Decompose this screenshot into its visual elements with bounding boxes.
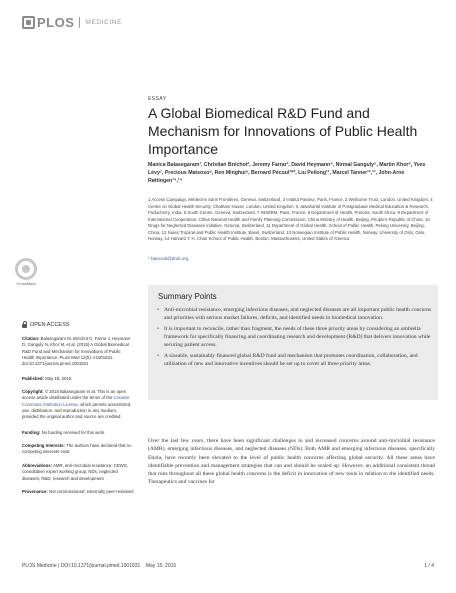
abbreviations-label: Abbreviations: [22, 463, 53, 468]
journal-logo [22, 14, 122, 30]
provenance-block [22, 489, 134, 495]
logo-divider [79, 17, 80, 28]
summary-point: • Anti-microbial resistance, emerging infectious diseases, and neglected diseases are all important public health concerns and priorities with serious market failures, deficits, and identified needs in biomedical innovation. [157, 306, 433, 322]
published-block [22, 376, 134, 382]
abbreviations-block [22, 463, 134, 482]
correspondence-email[interactable]: * bpecoul@dndi.org [148, 256, 189, 261]
crossmark-badge[interactable] [10, 258, 42, 286]
body-paragraph: Over the last few years, there have been significant challenges in and increased concerns around anti-microbial resistance (AMR), emerging infectious diseases, and neglected diseases (NDs). Both AMR and emerging infectious diseases, specifically Ebola, have recently been elevated to the level of public health concerns affecting global security. All these areas have identifiable prevention and management strategies that can and should be scaled up. However, an additional consistent thread that runs throughout all these global health concerns is the deficit in innovation of new tools in relation to the identified needs. Therapeutics and vaccines for [148, 438, 435, 486]
summary-points-title: Summary Points [158, 292, 217, 301]
published-date: May 15, 2015 [45, 376, 72, 381]
open-access-badge [22, 322, 69, 328]
competing-text: The authors have declared that no competing interests exist. [22, 443, 132, 455]
summary-point: • A sizeable, sustainably financed global R&D fund and mechanism that promotes coordination, collaboration, and utilization of new and innovative incentives should be set up to cover all three priority areas. [157, 352, 433, 368]
open-access-label: OPEN ACCESS [30, 322, 70, 328]
brand-name: PLOS [37, 14, 75, 30]
competing-label: Competing Interests: [22, 443, 65, 448]
article-title: A Global Biomedical R&D Fund and Mechanism for Innovations of Public Health Importance [148, 105, 418, 157]
abbreviations-text: AMR, anti-microbial resistance; CEWG, consultative expert working group; NDs, neglected diseases; R&D, research and development [22, 463, 129, 481]
summary-point: • It is important to reconcile, rather than fragment, the needs of these three priority areas by considering an umbrella framework for specifically financing and coordinating research and development (R&D) that delivers innovation while securing patient access. [157, 325, 433, 349]
footer-citation: PLOS Medicine | DOI:10.1371/journal.pmed.1001831 May 15, 2015 [22, 563, 177, 569]
citation-text: Balasegaram M, Bréchot C, Farrar J, Heymann D, Ganguly N, Khor M, et al. (2015) A Global Biomedical R&D Fund and Mechanism for Innovations of Public Health Importance. PLoS Med 12(5): e1001831. doi:10.1371/journal.pmed.1001831 [22, 336, 131, 367]
citation-block [22, 336, 134, 367]
open-lock-icon [22, 324, 27, 328]
funding-label: Funding: [22, 430, 41, 435]
funding-block [22, 430, 134, 436]
summary-points-list [157, 306, 433, 371]
copyright-block [22, 389, 134, 420]
provenance-text: Not commissioned; externally peer-reviewed [49, 489, 134, 494]
copyright-text: © 2015 Balasegaram et al. This is an open access article distributed under the terms of the [22, 389, 127, 401]
competing-interests-block [22, 443, 134, 456]
license-link[interactable]: Creative Commons Attribution License [22, 395, 130, 407]
article-type: ESSAY [148, 96, 167, 102]
plos-logo-icon [22, 16, 35, 29]
copyright-label: Copyright: [22, 389, 44, 394]
author-list: Manica Balasegaram¹, Christian Bréchot², Jeremy Farrar³, David Heymann⁴, Nirmal Ganguly⁵, Martin Khor⁶, Yves Lévy⁷, Precious Matsoso⁸, Ren Minghui⁹, Bernard Pécoul¹⁰*, Liu Peilong¹¹, Marcel Tanner¹²,¹³, John-Arne Røttingen¹⁴,¹⁴ [148, 162, 426, 184]
page-footer [22, 563, 434, 569]
copyright-text-2: , which permits unrestricted use, distribution, and reproduction in any medium, provided the original author and source are credited. [22, 401, 131, 420]
crossmark-icon [15, 258, 37, 280]
funding-text: No funding received for this work. [41, 430, 106, 435]
affiliations: 1 Access Campaign, Médecins Sans Frontières, Geneva, Switzerland, 2 Institut Pasteur, Paris, France, 3 Wellcome Trust, London, United Kingdom, 4 Centre on Global Health Security, Chatham House, London, United Kingdom, 5 Jawaharlal Institute of Postgraduate Medical Education & Research, Puducherry, India, 6 South Centre, Geneva, Switzerland, 7 INSERM, Paris, France, 8 Department of Health, Pretoria, South Africa, 9 Department of International Cooperation, China National Health and Family Planning Commission, China Ministry of Health, Beijing, People's Republic of China, 10 Drugs for Neglected Diseases initiative, Geneva, Switzerland, 11 Department of Global Health, School of Public Health, Peking University, Beijing, China, 12 Swiss Tropical and Public Health Institute, Basel, Switzerland, 13 Norwegian Institute of Public Health, Norway, University of Oslo, Oslo, Norway, 14 Harvard T. H. Chan School of Public Health, Boston, Massachusetts, United States of America [148, 197, 433, 241]
provenance-label: Provenance: [22, 489, 48, 494]
crossmark-label: CrossMark [16, 281, 36, 286]
citation-label: Citation: [22, 336, 40, 341]
page-number: 1 / 4 [424, 563, 434, 569]
journal-name: MEDICINE [85, 18, 122, 26]
published-label: Published: [22, 376, 44, 381]
